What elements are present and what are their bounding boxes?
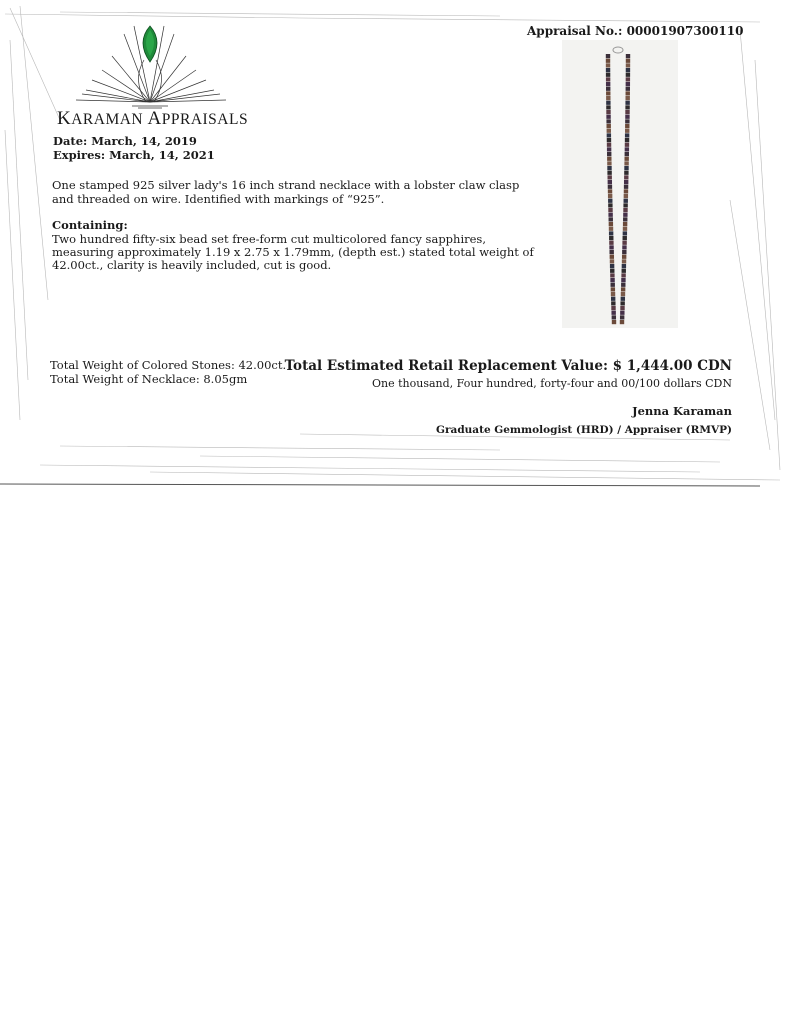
bead bbox=[623, 217, 627, 221]
bead bbox=[622, 241, 626, 245]
bead bbox=[621, 297, 625, 301]
bead bbox=[606, 101, 610, 105]
bead bbox=[610, 278, 614, 282]
bead bbox=[607, 124, 611, 128]
bead bbox=[624, 194, 628, 198]
bead bbox=[624, 180, 628, 184]
bead bbox=[625, 133, 629, 137]
stones-weight: Total Weight of Colored Stones: 42.00ct. bbox=[50, 358, 287, 372]
date-issued: Date: March, 14, 2019 bbox=[53, 134, 197, 148]
bead bbox=[609, 241, 613, 245]
bead bbox=[610, 255, 614, 259]
bead bbox=[626, 82, 630, 86]
bead bbox=[612, 315, 616, 319]
bead bbox=[609, 245, 613, 249]
bead bbox=[622, 245, 626, 249]
bead bbox=[621, 283, 625, 287]
bead bbox=[606, 54, 610, 58]
bead bbox=[609, 217, 613, 221]
necklace-photo bbox=[562, 40, 678, 328]
bead bbox=[608, 180, 612, 184]
bead bbox=[621, 278, 625, 282]
bead bbox=[625, 129, 629, 133]
bead bbox=[608, 203, 612, 207]
bead bbox=[625, 110, 629, 114]
bead bbox=[606, 87, 610, 91]
bead bbox=[626, 91, 630, 95]
bead bbox=[621, 273, 625, 277]
bead bbox=[624, 171, 628, 175]
bead bbox=[620, 311, 624, 315]
bead bbox=[611, 287, 615, 291]
bead bbox=[623, 231, 627, 235]
bead bbox=[607, 143, 611, 147]
bead bbox=[606, 105, 610, 109]
bead bbox=[624, 185, 628, 189]
bead bbox=[606, 73, 610, 77]
brand-rest-2: PPRAISALS bbox=[161, 111, 249, 128]
bead bbox=[608, 208, 612, 212]
bead bbox=[623, 208, 627, 212]
bead bbox=[607, 161, 611, 165]
bead bbox=[611, 306, 615, 310]
bead bbox=[624, 161, 628, 165]
bead bbox=[606, 63, 610, 67]
bead bbox=[621, 287, 625, 291]
bead bbox=[625, 96, 629, 100]
bead bbox=[620, 315, 624, 319]
bead bbox=[607, 171, 611, 175]
bead bbox=[622, 264, 626, 268]
brand-cap-k: K bbox=[57, 108, 72, 129]
bead bbox=[610, 259, 614, 263]
dates-block bbox=[53, 134, 215, 162]
bead bbox=[609, 227, 613, 231]
bead bbox=[623, 227, 627, 231]
bead bbox=[608, 189, 612, 193]
bead bbox=[626, 54, 630, 58]
bead bbox=[620, 320, 624, 324]
bead bbox=[610, 269, 614, 273]
bead bbox=[607, 129, 611, 133]
bead bbox=[607, 166, 611, 170]
bead bbox=[624, 157, 628, 161]
weights-block bbox=[50, 358, 286, 386]
bead bbox=[611, 311, 615, 315]
bead bbox=[608, 175, 612, 179]
bead bbox=[624, 166, 628, 170]
bead bbox=[611, 301, 615, 305]
appraisal-number bbox=[527, 24, 743, 38]
bead bbox=[621, 292, 625, 296]
bead bbox=[625, 101, 629, 105]
bead bbox=[622, 255, 626, 259]
bead bbox=[608, 194, 612, 198]
appraisal-number-label: Appraisal No.: bbox=[527, 24, 623, 38]
bead bbox=[608, 199, 612, 203]
bead bbox=[624, 175, 628, 179]
bead bbox=[606, 77, 610, 81]
bead bbox=[609, 231, 613, 235]
appraisal-number-value: 00001907300110 bbox=[626, 24, 744, 38]
bead bbox=[624, 189, 628, 193]
bead bbox=[606, 91, 610, 95]
necklace-weight: Total Weight of Necklace: 8.05gm bbox=[50, 372, 248, 386]
bead bbox=[611, 283, 615, 287]
brand-rest-1: ARAMAN bbox=[71, 111, 148, 128]
bead bbox=[608, 213, 612, 217]
brand-cap-a: A bbox=[147, 108, 162, 129]
bead bbox=[606, 110, 610, 114]
bead bbox=[622, 250, 626, 254]
valuation-label: Total Estimated Retail Replacement Value: bbox=[284, 358, 608, 374]
valuation-words: One thousand, Four hundred, forty-four and 00/100 dollars CDN bbox=[372, 377, 732, 390]
bead bbox=[609, 222, 613, 226]
bead bbox=[611, 292, 615, 296]
containing-block bbox=[52, 219, 542, 272]
bead bbox=[626, 73, 630, 77]
bead bbox=[622, 259, 626, 263]
valuation-line bbox=[285, 358, 732, 374]
bead bbox=[625, 147, 629, 151]
containing-text: Two hundred fifty-six bead set free-form cut multicolored fancy sapphires, measuring approximately 1.19 x 2.75 x 1.79mm, (depth est.) stated total weight of 42.00ct., clarity is heavily included, cut is good. bbox=[52, 232, 534, 272]
bead bbox=[625, 115, 629, 119]
bead bbox=[607, 147, 611, 151]
bead bbox=[626, 59, 630, 63]
bead bbox=[607, 157, 611, 161]
bead bbox=[623, 203, 627, 207]
bead bbox=[620, 306, 624, 310]
bead bbox=[626, 87, 630, 91]
bead bbox=[624, 199, 628, 203]
bead bbox=[606, 68, 610, 72]
bead bbox=[607, 133, 611, 137]
bead bbox=[626, 68, 630, 72]
bead bbox=[609, 250, 613, 254]
item-description: One stamped 925 silver lady's 16 inch strand necklace with a lobster claw clasp and threaded on wire. Identified with markings of “925”. bbox=[52, 178, 520, 206]
bead bbox=[623, 222, 627, 226]
bead bbox=[606, 59, 610, 63]
bead bbox=[606, 96, 610, 100]
bead bbox=[625, 124, 629, 128]
logo-gem-icon bbox=[72, 20, 232, 110]
bead bbox=[607, 152, 611, 156]
bead bbox=[625, 143, 629, 147]
bead bbox=[622, 269, 626, 273]
bead bbox=[607, 138, 611, 142]
bead bbox=[625, 105, 629, 109]
bead bbox=[625, 138, 629, 142]
bead bbox=[623, 236, 627, 240]
brand-name bbox=[57, 108, 248, 130]
date-expires: Expires: March, 14, 2021 bbox=[53, 148, 215, 162]
appraiser-title: Graduate Gemmologist (HRD) / Appraiser (RMVP) bbox=[436, 424, 732, 436]
bead bbox=[626, 63, 630, 67]
bead bbox=[612, 320, 616, 324]
bead bbox=[610, 273, 614, 277]
bead bbox=[606, 115, 610, 119]
containing-heading: Containing: bbox=[52, 218, 128, 232]
bead bbox=[625, 152, 629, 156]
bead bbox=[606, 119, 610, 123]
bead bbox=[623, 213, 627, 217]
bead bbox=[606, 82, 610, 86]
bead bbox=[610, 264, 614, 268]
bead bbox=[620, 301, 624, 305]
bead bbox=[625, 119, 629, 123]
valuation-amount: $ 1,444.00 CDN bbox=[612, 358, 732, 374]
bead bbox=[609, 236, 613, 240]
valuation-block bbox=[285, 358, 732, 436]
appraiser-name: Jenna Karaman bbox=[632, 404, 732, 418]
bead bbox=[611, 297, 615, 301]
bead bbox=[608, 185, 612, 189]
bead bbox=[626, 77, 630, 81]
